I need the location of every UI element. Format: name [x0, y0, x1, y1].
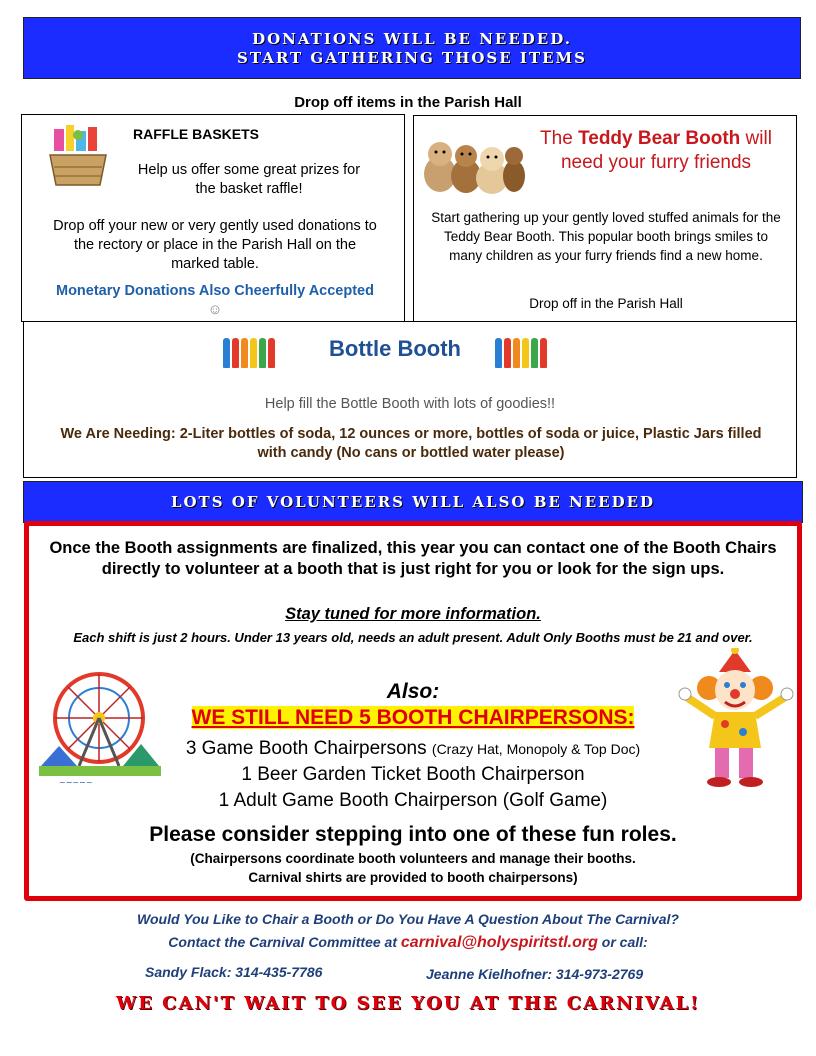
contact-committee	[0, 934, 816, 952]
volunteer-intro: Once the Booth assignments are finalized, this year you can contact one of the Booth Chairs directly to volunteer at a booth that is just right for you or look for the sign ups.	[49, 539, 777, 578]
svg-text:~∼~∼~: ~∼~∼~	[59, 778, 93, 787]
consider-line: Please consider stepping into one of these fun roles.	[149, 823, 677, 846]
bottle-needing: We Are Needing: 2-Liter bottles of soda, 12 ounces or more, bottles of soda or juice, Plastic Jars filled with candy (No cans or bottled water please)	[60, 426, 762, 461]
bottle-subtitle: Help fill the Bottle Booth with lots of goodies!!	[264, 396, 556, 412]
teddy-title-bold: Teddy Bear Booth	[578, 128, 741, 149]
committee-pre: Contact the Carnival Committee at	[168, 934, 401, 950]
need-chairpersons	[39, 706, 787, 730]
banner-line-1: DONATIONS WILL BE NEEDED.	[252, 30, 572, 48]
contact-question: Would You Like to Chair a Booth or Do You Have A Question About The Carnival?	[137, 911, 679, 927]
need-chairpersons-text: WE STILL NEED 5 BOOTH CHAIRPERSONS:	[191, 706, 635, 729]
teddy-title-pre: The	[540, 128, 579, 149]
teddy-text: Start gathering up your gently loved stuffed animals for the Teddy Bear Booth. This popular booth brings smiles to many children as your furry friends find a new home.	[431, 210, 781, 263]
teddy-title-post: will need your furry friends	[560, 128, 772, 173]
beer-garden-line: 1 Beer Garden Ticket Booth Chairperson	[241, 764, 585, 785]
dropoff-heading: Drop off items in the Parish Hall	[294, 94, 522, 111]
closing-line: WE CAN'T WAIT TO SEE YOU AT THE CARNIVAL!	[115, 993, 700, 1014]
stay-tuned: Stay tuned for more information.	[285, 605, 541, 623]
contact-jeanne: Jeanne Kielhofner: 314-973-2769	[426, 966, 644, 982]
raffle-box	[21, 114, 405, 322]
coordinate-line: (Chairpersons coordinate booth volunteers and manage their booths.	[190, 851, 636, 866]
banner-line-2: START GATHERING THOSE ITEMS	[237, 49, 587, 67]
bottles-right-image	[494, 338, 548, 368]
game-booth-small: (Crazy Hat, Monopoly & Top Doc)	[431, 741, 641, 757]
raffle-title: RAFFLE BASKETS	[133, 126, 259, 142]
teddy-box	[413, 115, 797, 323]
email-link[interactable]: carnival@holyspiritstl.org	[400, 934, 598, 951]
game-booth-line	[39, 738, 787, 760]
contact-sandy: Sandy Flack: 314-435-7786	[145, 964, 323, 980]
game-booth-main: 3 Game Booth Chairpersons	[185, 738, 432, 759]
shirts-line: Carnival shirts are provided to booth chairpersons)	[248, 870, 578, 885]
donations-banner	[23, 17, 801, 79]
committee-post: or call:	[597, 934, 648, 950]
teddy-bears-image	[422, 126, 526, 198]
also-label: Also:	[386, 680, 440, 703]
bottle-title: Bottle Booth	[329, 336, 461, 361]
volunteer-box	[24, 521, 802, 901]
raffle-monetary	[52, 282, 378, 320]
raffle-text-2: Drop off your new or very gently used donations to the rectory or place in the Parish Hall on the marked table.	[53, 218, 377, 272]
shift-info: Each shift is just 2 hours. Under 13 years old, needs an adult present. Adult Only Booths must be 21 and over.	[73, 630, 753, 645]
teddy-title	[526, 127, 786, 175]
gift-basket-image	[48, 125, 108, 189]
smile-icon: ☺	[207, 302, 223, 318]
bottle-box	[23, 321, 797, 478]
bottles-left-image	[222, 338, 276, 368]
volunteers-banner: LOTS OF VOLUNTEERS WILL ALSO BE NEEDED	[23, 481, 803, 523]
adult-game-line: 1 Adult Game Booth Chairperson (Golf Game)	[218, 790, 608, 811]
raffle-text-1: Help us offer some great prizes for the basket raffle!	[137, 162, 361, 197]
monetary-text: Monetary Donations Also Cheerfully Accepted	[56, 283, 374, 299]
teddy-dropoff: Drop off in the Parish Hall	[529, 296, 683, 311]
